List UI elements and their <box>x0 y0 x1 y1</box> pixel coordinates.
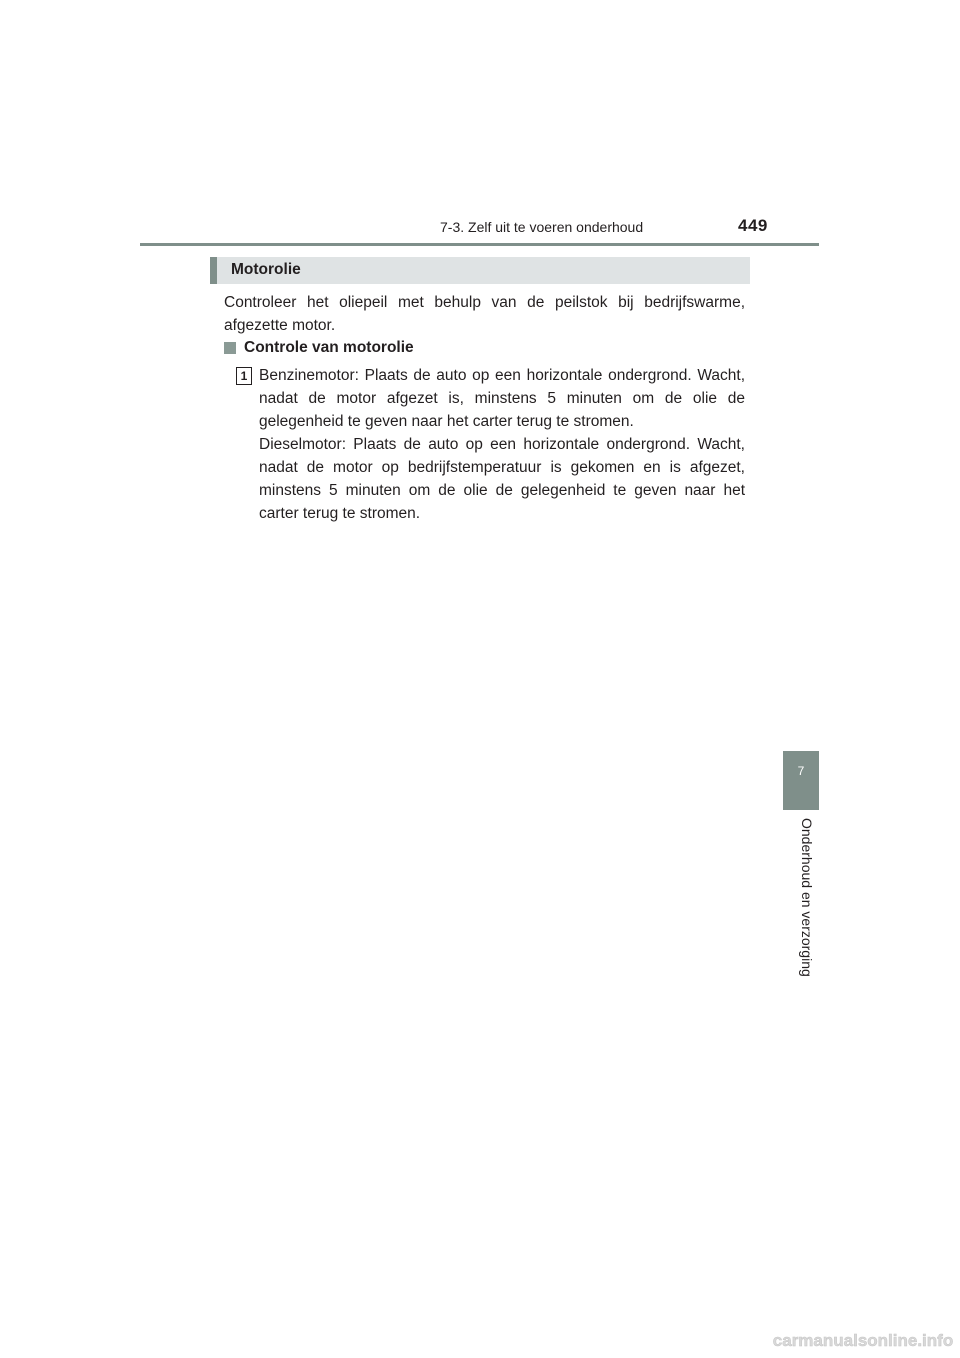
chapter-tab-label: Onderhoud en verzorging <box>799 818 815 977</box>
step-petrol-text: Benzinemotor: Plaats de auto op een horizontale ondergrond. Wacht, nadat de motor afgezet is, minstens 5 minuten om de olie de gelegenheid te geven naar het carter terug te stromen. <box>259 367 745 430</box>
section-heading-bar <box>210 257 750 284</box>
section-title: Motorolie <box>231 261 301 278</box>
watermark-text: carmanualsonline.info <box>772 1331 954 1350</box>
running-head: 7-3. Zelf uit te voeren onderhoud <box>440 219 644 235</box>
step-diesel-text: Dieselmotor: Plaats de auto op een horizontale ondergrond. Wacht, nadat de motor op bedrijfstemperatuur is gekomen en is afgezet, minstens 5 minuten om de olie de gelegenheid te geven naar het carter terug te stromen. <box>259 436 745 522</box>
page-number: 449 <box>738 216 768 235</box>
watermark-logo <box>768 1322 958 1356</box>
subheading-text: Controle van motorolie <box>244 339 414 356</box>
chapter-tab-number: 7 <box>783 751 819 810</box>
subheading <box>224 339 414 357</box>
square-bullet-icon <box>224 342 236 354</box>
header-rule <box>140 243 819 246</box>
step-number-badge: 1 <box>236 367 252 385</box>
intro-paragraph: Controleer het oliepeil met behulp van de peilstok bij bedrijfswarme, afgezette motor. <box>224 294 745 334</box>
